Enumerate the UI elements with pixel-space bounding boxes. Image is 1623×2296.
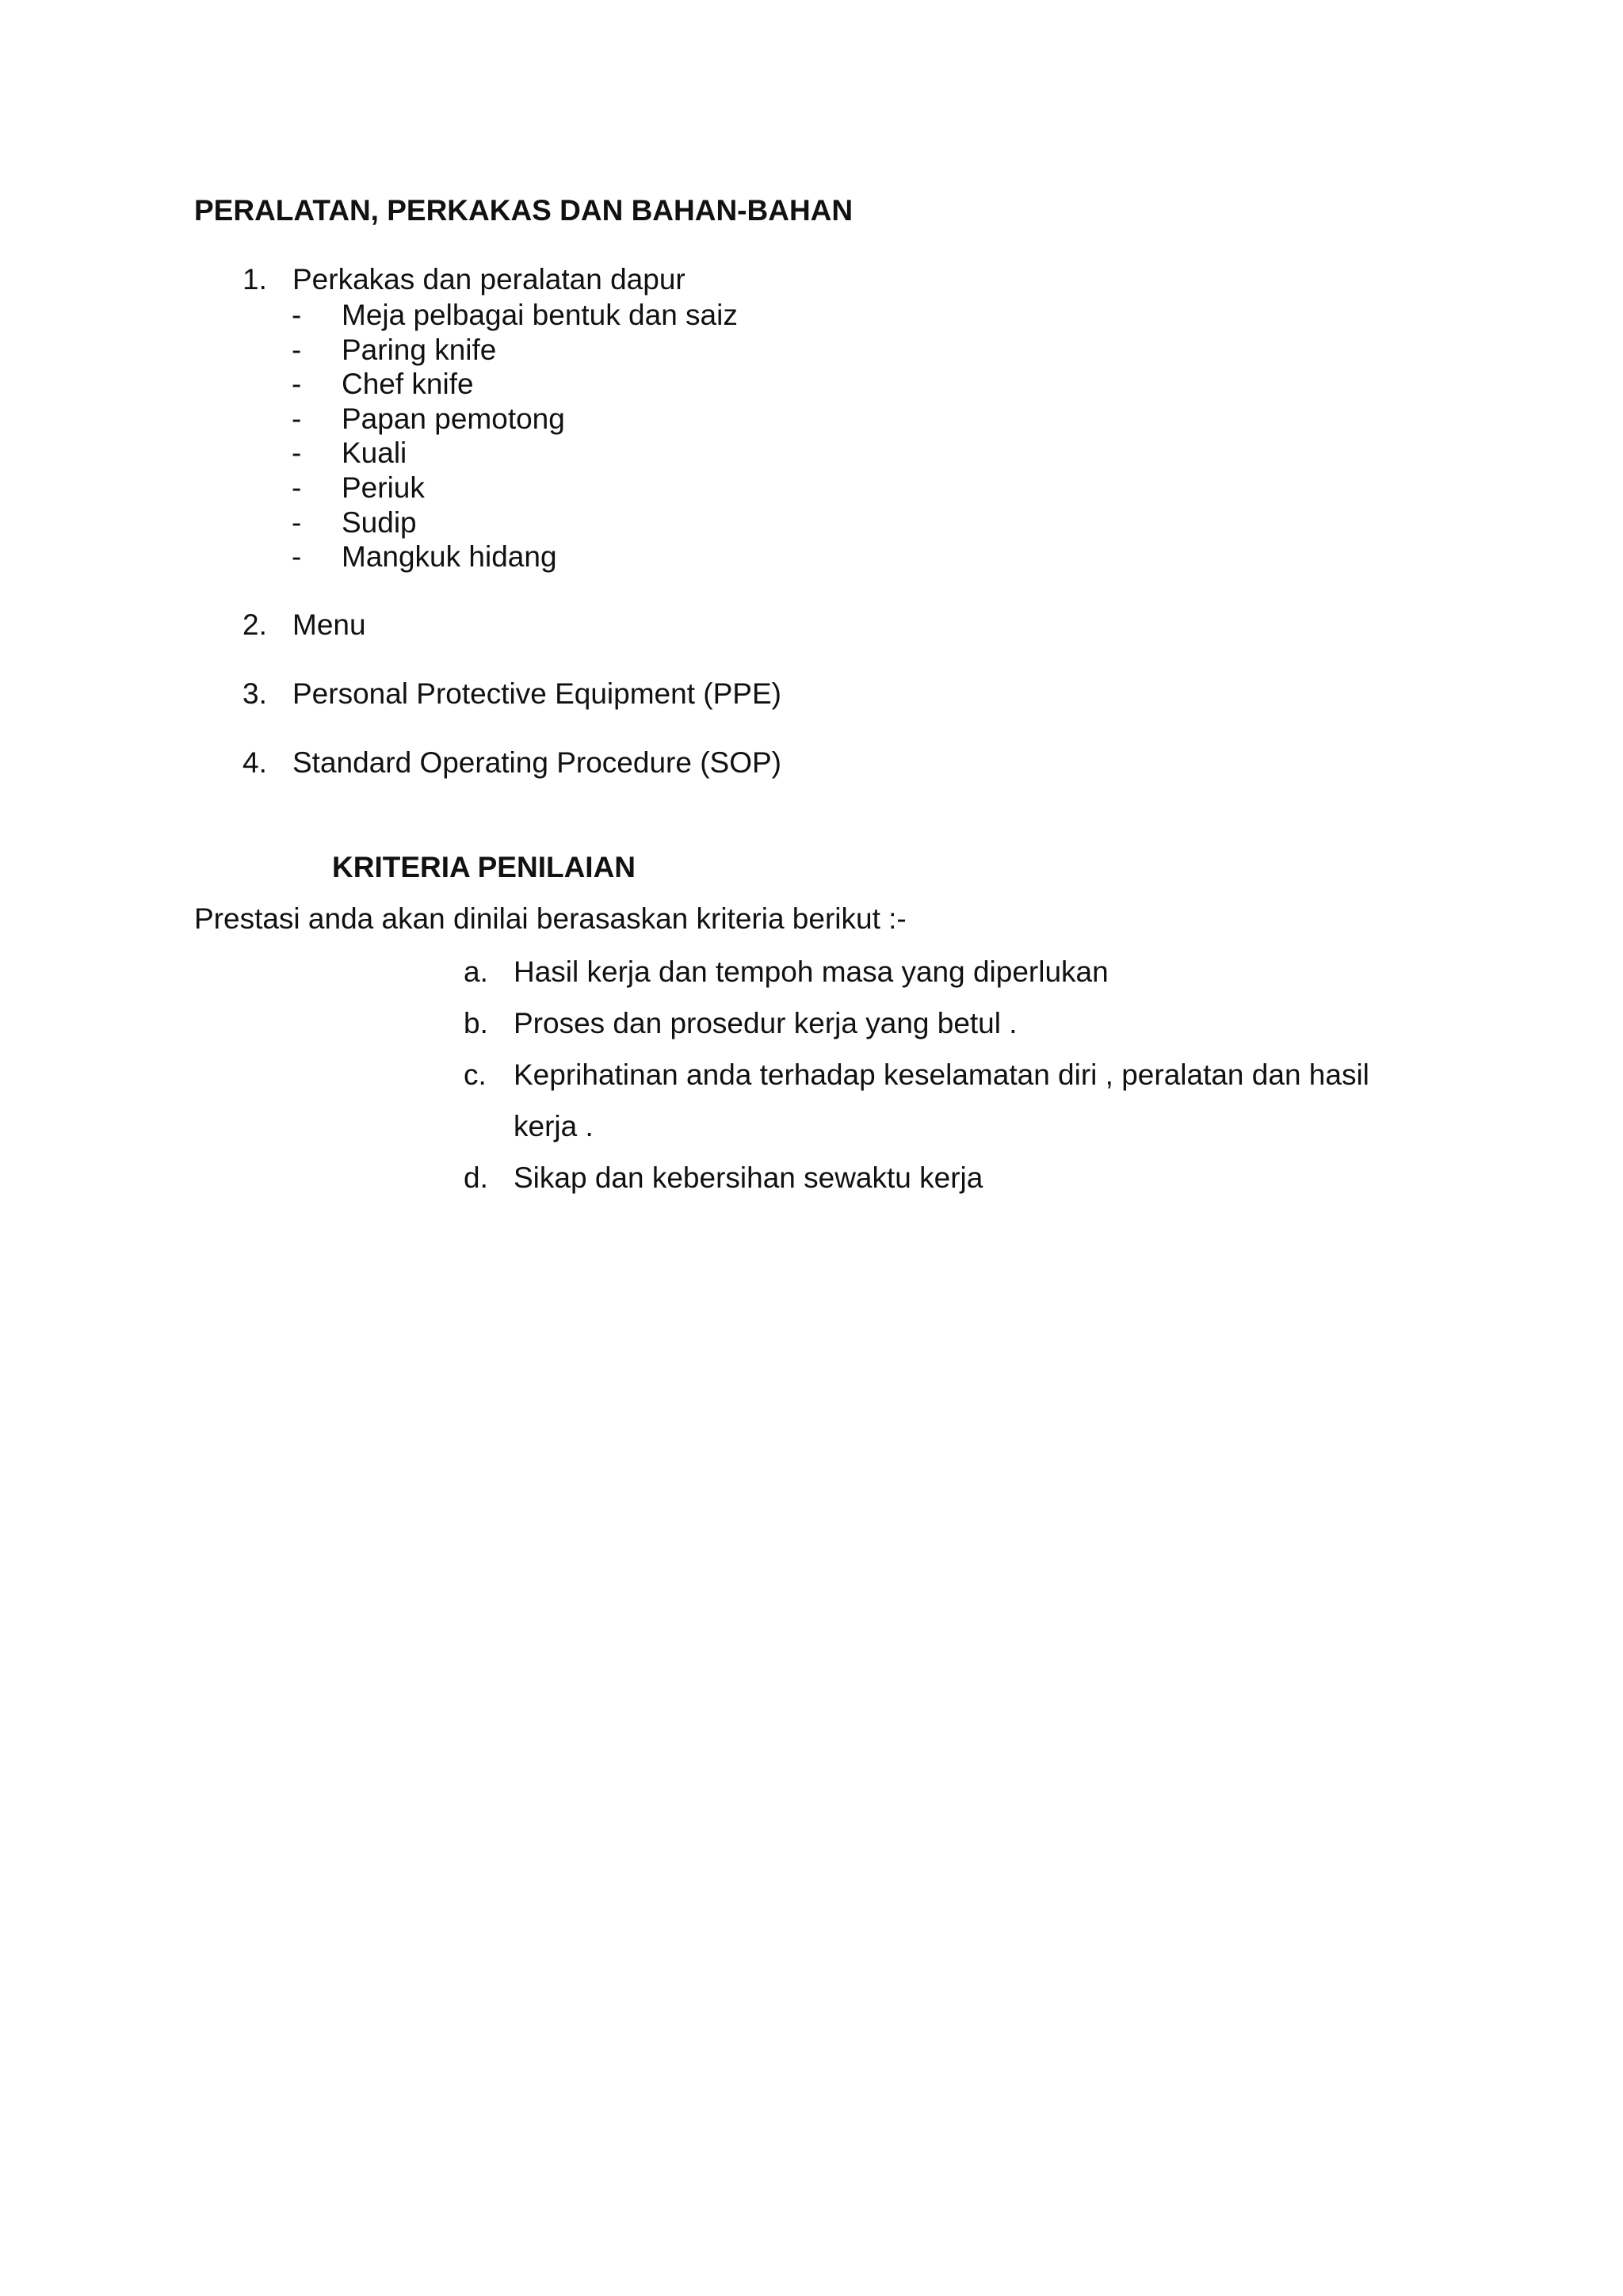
list-item-label: Personal Protective Equipment (PPE) xyxy=(292,677,781,710)
section-heading-criteria: KRITERIA PENILAIAN xyxy=(332,851,636,883)
criteria-marker: a. xyxy=(464,955,488,988)
list-number: 4. xyxy=(242,746,267,779)
dash-bullet: - xyxy=(292,437,302,470)
criteria-intro: Prestasi anda akan dinilai berasaskan kriteria berikut :- xyxy=(194,902,907,935)
criteria-line: Keprihatinan anda terhadap keselamatan diri , peralatan dan hasil xyxy=(514,1058,1369,1091)
list-item-text: Paring knife xyxy=(342,333,497,366)
list-number: 1. xyxy=(242,263,267,296)
list-item-label: Standard Operating Procedure (SOP) xyxy=(292,746,781,779)
criteria-marker: c. xyxy=(464,1058,487,1091)
dash-bullet: - xyxy=(292,402,302,435)
dash-bullet: - xyxy=(292,471,302,504)
list-item-text: Meja pelbagai bentuk dan saiz xyxy=(342,299,738,331)
list-item-text: Sudip xyxy=(342,505,417,539)
dash-bullet: - xyxy=(292,505,302,539)
dash-bullet: - xyxy=(292,540,302,574)
list-item-text: Papan pemotong xyxy=(342,402,565,435)
list-number: 3. xyxy=(242,677,267,710)
criteria-line: Sikap dan kebersihan sewaktu kerja xyxy=(514,1161,983,1194)
list-number: 2. xyxy=(242,608,267,641)
criteria-marker: b. xyxy=(464,1007,488,1039)
criteria-line: Hasil kerja dan tempoh masa yang diperlukan xyxy=(514,955,1109,988)
criteria-text xyxy=(514,1152,983,1203)
criteria-text xyxy=(514,946,1109,997)
criteria-text xyxy=(514,997,1018,1049)
criteria-text xyxy=(514,1049,1369,1152)
list-item-label: Menu xyxy=(292,608,366,641)
dash-bullet: - xyxy=(292,368,302,401)
criteria-marker: d. xyxy=(464,1161,488,1194)
list-item-text: Periuk xyxy=(342,471,425,504)
list-item-text: Mangkuk hidang xyxy=(342,540,557,574)
dash-bullet: - xyxy=(292,299,302,331)
list-item-text: Kuali xyxy=(342,437,407,470)
criteria-line: Proses dan prosedur kerja yang betul . xyxy=(514,1007,1018,1039)
list-item-text: Chef knife xyxy=(342,368,474,401)
dash-bullet: - xyxy=(292,333,302,366)
section-heading-equipment: PERALATAN, PERKAKAS DAN BAHAN-BAHAN xyxy=(194,194,854,227)
list-item-label: Perkakas dan peralatan dapur xyxy=(292,263,685,296)
criteria-line: kerja . xyxy=(514,1110,594,1142)
